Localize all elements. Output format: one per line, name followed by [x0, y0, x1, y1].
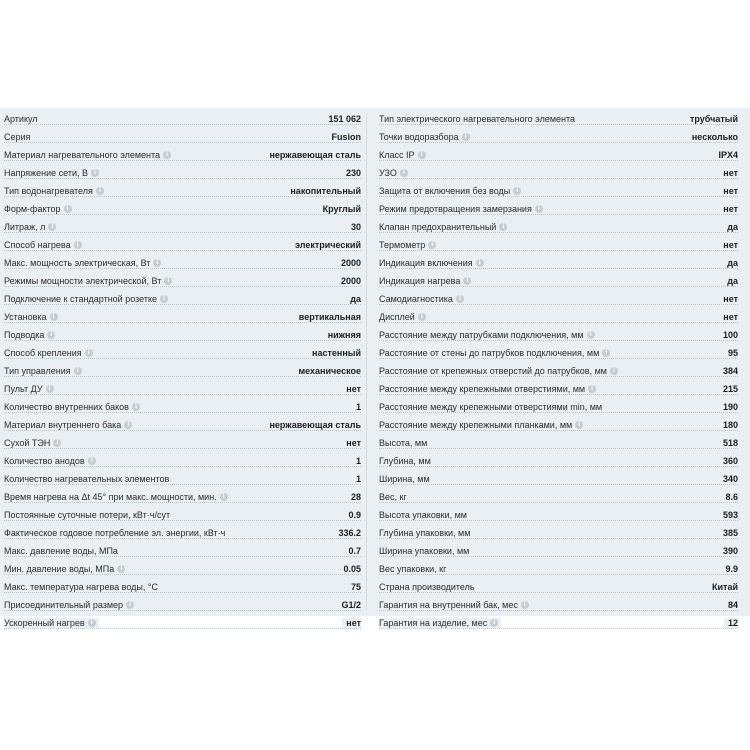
info-icon[interactable]: i	[418, 151, 426, 159]
spec-label	[379, 420, 586, 430]
spec-label-text: Индикация включения	[379, 258, 473, 268]
spec-label-text: Присоединительный размер	[4, 600, 124, 610]
spec-value: Китай	[708, 582, 738, 592]
specs-column-right	[379, 110, 738, 632]
spec-label	[4, 564, 128, 574]
spec-label-text: Режим предотвращения замерзания	[379, 204, 532, 214]
spec-label-text: Время нагрева на Δt 45° при макс. мощности, мин.	[4, 492, 217, 502]
spec-row	[4, 560, 361, 578]
spec-value: нет	[342, 384, 361, 394]
spec-value: настенный	[308, 348, 361, 358]
info-icon[interactable]: i	[160, 295, 168, 303]
spec-value: 1	[352, 474, 361, 484]
spec-label	[379, 114, 578, 124]
spec-label-text: Тип управления	[4, 366, 71, 376]
spec-label-text: Защита от включения без воды	[379, 186, 511, 196]
spec-label	[4, 474, 172, 484]
spec-row	[4, 434, 361, 452]
spec-label-text: Ширина, мм	[379, 474, 430, 484]
spec-row	[379, 488, 738, 506]
spec-label-text: Количество внутренних баков	[4, 402, 129, 412]
spec-row	[379, 110, 738, 128]
spec-label-text: Расстояние между крепежными отверстиями, мм	[379, 384, 586, 394]
spec-value: 180	[719, 420, 738, 430]
spec-row	[4, 452, 361, 470]
spec-label	[379, 294, 467, 304]
spec-value: 9.9	[721, 564, 738, 574]
spec-row	[4, 200, 361, 218]
spec-label	[379, 546, 472, 556]
spec-row	[4, 164, 361, 182]
spec-label-text: Индикация нагрева	[379, 276, 461, 286]
spec-label	[4, 330, 58, 340]
spec-label	[4, 240, 85, 250]
spec-label	[379, 456, 434, 466]
spec-label-text: Тип водонагревателя	[4, 186, 93, 196]
spec-label	[379, 258, 487, 268]
spec-label	[4, 546, 121, 556]
spec-row	[4, 542, 361, 560]
spec-label	[379, 510, 470, 520]
spec-row	[379, 290, 738, 308]
spec-row	[4, 326, 361, 344]
info-icon[interactable]: i	[587, 331, 595, 339]
spec-label-text: Мин. давление воды, МПа	[4, 564, 115, 574]
spec-label	[379, 600, 532, 610]
spec-value: да	[723, 222, 738, 232]
spec-label-text: Напряжение сети, В	[4, 168, 89, 178]
spec-row	[379, 308, 738, 326]
spec-label-text: Серия	[4, 132, 31, 142]
info-icon[interactable]: i	[535, 205, 543, 213]
spec-label	[4, 420, 135, 430]
spec-value: 336.2	[334, 528, 361, 538]
spec-value: несколько	[688, 132, 738, 142]
spec-label-text: Высота, мм	[379, 438, 428, 448]
info-icon[interactable]: i	[50, 313, 58, 321]
spec-label-text: Подключение к стандартной розетке	[4, 294, 157, 304]
spec-value: 95	[724, 348, 738, 358]
spec-label-text: Вес, кг	[379, 492, 407, 502]
spec-label	[379, 186, 524, 196]
spec-label-text: Класс IP	[379, 150, 415, 160]
spec-label	[379, 150, 429, 160]
spec-row	[379, 344, 738, 362]
spec-label	[379, 168, 411, 178]
spec-value: нет	[719, 168, 738, 178]
info-icon[interactable]: i	[91, 169, 99, 177]
spec-value: 190	[719, 402, 738, 412]
column-divider	[366, 114, 367, 610]
spec-value: нет	[342, 438, 361, 448]
spec-row	[379, 416, 738, 434]
spec-value: 1	[352, 402, 361, 412]
specifications-panel	[0, 108, 750, 628]
info-icon[interactable]: i	[48, 223, 56, 231]
spec-row	[379, 578, 738, 596]
spec-label-text: УЗО	[379, 168, 397, 178]
spec-label	[379, 384, 599, 394]
spec-label-text: Способ крепления	[4, 348, 82, 358]
info-icon[interactable]: i	[153, 259, 161, 267]
spec-row	[379, 560, 738, 578]
spec-label-text: Постоянные суточные потери, кВт·ч/сут	[4, 510, 171, 520]
spec-row	[379, 254, 738, 272]
spec-label-text: Точки водоразбора	[379, 132, 459, 142]
spec-row	[4, 398, 361, 416]
spec-label	[379, 618, 501, 628]
spec-value: да	[723, 276, 738, 286]
spec-row	[4, 146, 361, 164]
spec-row	[379, 164, 738, 182]
spec-label-text: Гарантия на внутренний бак, мес	[379, 600, 518, 610]
spec-value: накопительный	[286, 186, 361, 196]
spec-row	[379, 470, 738, 488]
spec-value: 518	[719, 438, 738, 448]
spec-row	[379, 236, 738, 254]
spec-value: нет	[342, 618, 361, 628]
spec-value: 100	[719, 330, 738, 340]
spec-label-text: Гарантия на изделие, мес	[379, 618, 488, 628]
spec-label	[379, 222, 510, 232]
info-icon[interactable]: i	[463, 277, 471, 285]
spec-label	[4, 618, 99, 628]
spec-label	[4, 582, 161, 592]
spec-row	[379, 326, 738, 344]
spec-value: 384	[719, 366, 738, 376]
spec-value: нет	[719, 312, 738, 322]
spec-label	[4, 402, 143, 412]
info-icon[interactable]: i	[163, 151, 171, 159]
spec-value: 0.7	[344, 546, 361, 556]
spec-label-text: Способ нагрева	[4, 240, 71, 250]
spec-label-text: Расстояние между крепежными планками, мм	[379, 420, 573, 430]
spec-row	[379, 200, 738, 218]
spec-label	[4, 528, 228, 538]
spec-label	[4, 114, 41, 124]
spec-row	[379, 128, 738, 146]
spec-label	[4, 456, 99, 466]
info-icon[interactable]: i	[456, 295, 464, 303]
spec-value: 28	[347, 492, 361, 502]
info-icon[interactable]: i	[124, 421, 132, 429]
spec-value: 593	[719, 510, 738, 520]
spec-value: 230	[342, 168, 361, 178]
spec-value: да	[346, 294, 361, 304]
spec-value: 390	[719, 546, 738, 556]
spec-value: 0.9	[344, 510, 361, 520]
spec-label	[379, 438, 430, 448]
spec-label	[379, 348, 613, 358]
spec-value: нижняя	[324, 330, 361, 340]
spec-value: 340	[719, 474, 738, 484]
spec-label	[4, 294, 171, 304]
info-icon[interactable]: i	[96, 187, 104, 195]
spec-label-text: Подводка	[4, 330, 45, 340]
info-icon[interactable]: i	[132, 403, 140, 411]
info-icon[interactable]: i	[64, 205, 72, 213]
spec-row	[4, 596, 361, 614]
spec-label	[379, 564, 449, 574]
spec-row	[4, 254, 361, 272]
spec-row	[4, 362, 361, 380]
spec-label-text: Макс. мощность электрическая, Вт	[4, 258, 151, 268]
spec-value: IPX4	[714, 150, 738, 160]
spec-value: 360	[719, 456, 738, 466]
spec-label	[4, 600, 137, 610]
info-icon[interactable]: i	[602, 349, 610, 357]
info-icon[interactable]: i	[53, 439, 61, 447]
spec-row	[379, 524, 738, 542]
info-icon[interactable]: i	[164, 277, 172, 285]
spec-label	[4, 348, 96, 358]
spec-label	[379, 240, 439, 250]
spec-value: нет	[719, 294, 738, 304]
spec-label	[4, 204, 75, 214]
info-icon[interactable]: i	[499, 223, 507, 231]
spec-row	[379, 218, 738, 236]
spec-value: 8.6	[721, 492, 738, 502]
info-icon[interactable]: i	[47, 331, 55, 339]
spec-value: 12	[724, 618, 738, 628]
spec-value: нержавеющая сталь	[265, 150, 361, 160]
spec-label-text: Глубина, мм	[379, 456, 431, 466]
spec-row	[379, 272, 738, 290]
spec-label	[379, 402, 605, 412]
spec-value: электрический	[291, 240, 361, 250]
spec-label	[379, 474, 433, 484]
spec-label	[4, 438, 64, 448]
spec-label-text: Сухой ТЭН	[4, 438, 51, 448]
spec-label	[379, 330, 598, 340]
spec-label-text: Страна производитель	[379, 582, 475, 592]
spec-label	[4, 150, 174, 160]
info-icon[interactable]: i	[117, 565, 125, 573]
spec-label	[4, 258, 164, 268]
spec-label	[379, 276, 474, 286]
spec-label-text: Материал внутреннего бака	[4, 420, 122, 430]
spec-label-text: Тип электрического нагревательного элемента	[379, 114, 576, 124]
info-icon[interactable]: i	[74, 367, 82, 375]
spec-label	[4, 222, 59, 232]
spec-row	[4, 614, 361, 632]
spec-row	[4, 128, 361, 146]
spec-label	[4, 132, 33, 142]
spec-value: Круглый	[319, 204, 361, 214]
spec-label	[4, 312, 61, 322]
spec-row	[4, 524, 361, 542]
spec-row	[4, 236, 361, 254]
spec-value: нет	[719, 240, 738, 250]
spec-label	[4, 276, 175, 286]
spec-label-text: Ширина упаковки, мм	[379, 546, 470, 556]
spec-label-text: Расстояние между крепежными отверстиями min, мм	[379, 402, 603, 412]
spec-label-text: Самодиагностика	[379, 294, 453, 304]
spec-row	[4, 578, 361, 596]
spec-value: 30	[347, 222, 361, 232]
spec-label	[379, 132, 473, 142]
spec-row	[379, 434, 738, 452]
spec-label-text: Термометр	[379, 240, 426, 250]
info-icon[interactable]: i	[513, 187, 521, 195]
spec-label	[379, 582, 478, 592]
spec-value: нет	[719, 186, 738, 196]
spec-row	[4, 272, 361, 290]
spec-row	[379, 506, 738, 524]
spec-value: G1/2	[337, 600, 361, 610]
info-icon[interactable]: i	[462, 133, 470, 141]
info-icon[interactable]: i	[610, 367, 618, 375]
spec-label-text: Литраж, л	[4, 222, 46, 232]
info-icon[interactable]: i	[126, 601, 134, 609]
spec-value: 151 062	[324, 114, 361, 124]
spec-label-text: Высота упаковки, мм	[379, 510, 467, 520]
spec-value: Fusion	[328, 132, 362, 142]
spec-value: нет	[719, 204, 738, 214]
spec-label-text: Установка	[4, 312, 47, 322]
info-icon[interactable]: i	[428, 241, 436, 249]
spec-label	[379, 366, 621, 376]
spec-value: 1	[352, 456, 361, 466]
spec-row	[4, 470, 361, 488]
spec-label	[379, 204, 546, 214]
spec-row	[4, 506, 361, 524]
spec-label-text: Пульт ДУ	[4, 384, 43, 394]
info-icon[interactable]: i	[88, 619, 96, 627]
info-icon[interactable]: i	[476, 259, 484, 267]
info-icon[interactable]: i	[88, 457, 96, 465]
spec-value: 2000	[337, 276, 361, 286]
info-icon[interactable]: i	[521, 601, 529, 609]
spec-label-text: Количество нагревательных элементов	[4, 474, 170, 484]
spec-label-text: Расстояние от крепежных отверстий до патрубков, мм	[379, 366, 607, 376]
spec-label	[379, 312, 429, 322]
spec-label-text: Макс. давление воды, МПа	[4, 546, 118, 556]
spec-row	[4, 290, 361, 308]
info-icon[interactable]: i	[418, 313, 426, 321]
spec-label-text: Форм-фактор	[4, 204, 61, 214]
spec-label	[4, 168, 102, 178]
spec-label-text: Расстояние от стены до патрубков подключения, мм	[379, 348, 600, 358]
spec-label-text: Расстояние между патрубками подключения, мм	[379, 330, 584, 340]
spec-label-text: Материал нагревательного элемента	[4, 150, 161, 160]
spec-row	[4, 308, 361, 326]
spec-label	[4, 186, 107, 196]
spec-label	[379, 528, 473, 538]
spec-value: 385	[719, 528, 738, 538]
spec-value: механическое	[294, 366, 361, 376]
spec-label-text: Макс. температура нагрева воды, °С	[4, 582, 158, 592]
spec-label	[4, 366, 85, 376]
spec-value: 75	[347, 582, 361, 592]
spec-label-text: Режимы мощности электрической, Вт	[4, 276, 162, 286]
spec-row	[379, 452, 738, 470]
spec-label-text: Вес упаковки, кг	[379, 564, 447, 574]
spec-label-text: Фактическое годовое потребление эл. энергии, кВт·ч	[4, 528, 226, 538]
spec-row	[4, 380, 361, 398]
spec-row	[4, 182, 361, 200]
spec-row	[4, 416, 361, 434]
spec-row	[379, 398, 738, 416]
spec-row	[4, 110, 361, 128]
spec-label	[4, 384, 57, 394]
spec-value: 2000	[337, 258, 361, 268]
spec-value: да	[723, 258, 738, 268]
spec-row	[4, 344, 361, 362]
spec-value: трубчатый	[686, 114, 738, 124]
spec-label-text: Дисплей	[379, 312, 415, 322]
spec-row	[379, 146, 738, 164]
spec-value: 0.05	[339, 564, 361, 574]
spec-value: 215	[719, 384, 738, 394]
spec-row	[379, 380, 738, 398]
spec-label	[379, 492, 410, 502]
spec-row	[4, 488, 361, 506]
spec-row	[379, 182, 738, 200]
info-icon[interactable]: i	[490, 619, 498, 627]
spec-value: вертикальная	[295, 312, 361, 322]
info-icon[interactable]: i	[46, 385, 54, 393]
spec-row	[379, 596, 738, 614]
spec-row	[379, 362, 738, 380]
info-icon[interactable]: i	[220, 493, 228, 501]
info-icon[interactable]: i	[85, 349, 93, 357]
spec-value: 84	[724, 600, 738, 610]
info-icon[interactable]: i	[74, 241, 82, 249]
spec-row	[379, 614, 738, 632]
spec-label-text: Количество анодов	[4, 456, 85, 466]
specs-column-left	[4, 110, 361, 632]
spec-label	[4, 510, 173, 520]
spec-row	[4, 218, 361, 236]
info-icon[interactable]: i	[575, 421, 583, 429]
spec-label	[4, 492, 231, 502]
info-icon[interactable]: i	[588, 385, 596, 393]
spec-row	[379, 542, 738, 560]
info-icon[interactable]: i	[400, 169, 408, 177]
spec-value: нержавеющая сталь	[265, 420, 361, 430]
spec-label-text: Артикул	[4, 114, 38, 124]
spec-label-text: Клапан предохранительный	[379, 222, 497, 232]
spec-label-text: Глубина упаковки, мм	[379, 528, 471, 538]
spec-label-text: Ускоренный нагрев	[4, 618, 85, 628]
